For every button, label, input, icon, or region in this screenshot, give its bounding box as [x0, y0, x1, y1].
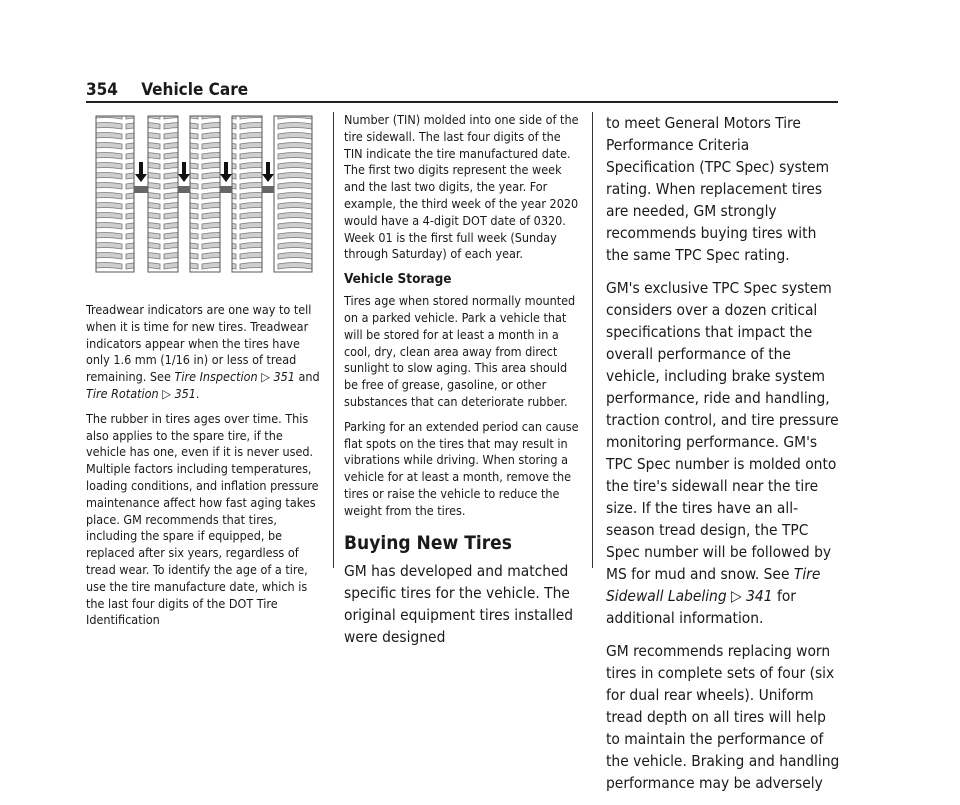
tire-tread-ribs: [96, 116, 312, 272]
cross-reference-page[interactable]: 351: [273, 369, 295, 385]
cross-reference-link[interactable]: Tire Inspection: [174, 369, 258, 385]
cross-reference-link[interactable]: Tire Sidewall Labeling: [606, 565, 821, 605]
page-reference-icon: ▷: [261, 369, 270, 385]
column-3: [606, 112, 842, 805]
paragraph: Tires age when stored normally mounted on a parked vehicle. Park a vehicle that will be stored for at least a month in a cool, dry, clean area away from direct sunlight to slow aging. This area should be free of grease, gasoline, or other substances that can deteriorate rubber.: [344, 293, 576, 409]
paragraph: GM recommends replacing worn tires in complete sets of four (six for dual rear wheels). Uniform tread depth on all tires will help to maintain the performance of the vehicle. Braking and handling performance may be adversely: [606, 642, 840, 792]
paragraph: Treadwear indicators are one way to tell when it is time for new tires. Treadwear indicators appear when the tires have only 1.6 mm (1/16 in) or less of tread remaining. See Tire Inspection ▷ 351 and Tire Rotation ▷ 351.: [86, 302, 320, 401]
column-divider: [592, 112, 593, 568]
section-title: Vehicle Care: [141, 80, 249, 100]
paragraph: to meet General Motors Tire Performance Criteria Specification (TPC Spec) system rating. When replacement tires are needed, GM strongly recommends buying tires with the same TPC Spec rating.: [606, 114, 830, 264]
page-number: 354: [86, 80, 118, 100]
running-header: [86, 80, 248, 100]
paragraph: GM's exclusive TPC Spec system considers over a dozen critical specifications that impact the overall performance of the vehicle, including brake system performance, ride and handling, traction control, and tire pressure monitoring performance. GM's TPC Spec number is molded onto the tire's sidewall near the tire size. If the tires have an all-season tread design, the TPC Spec number will be followed by MS for mud and snow. See Tire Sidewall Labeling ▷ 341 for additional information.: [606, 279, 839, 627]
cross-reference-page[interactable]: 351: [174, 385, 196, 401]
section-heading: Buying New Tires: [344, 531, 512, 554]
subheading: Vehicle Storage: [344, 271, 452, 288]
paragraph: The rubber in tires ages over time. This also applies to the spare tire, if the vehicle has one, even if it is never used. Multiple factors including temperatures, loading conditions, and inflation pressure maintenance affect how fast aging takes place. GM recommends that tires, including the spare if equipped, be replaced after six years, regardless of tread wear. To identify the age of a tire, use the tire manufacture date, which is the last four digits of the DOT Tire Identification: [86, 410, 319, 628]
paragraph: Parking for an extended period can cause flat spots on the tires that may result in vibrations while driving. When storing a vehicle for at least a month, remove the tires or raise the vehicle to reduce the weight from the tires.: [344, 418, 579, 518]
header-rule: [86, 101, 838, 103]
page-reference-icon: ▷: [162, 385, 171, 401]
column-1: [86, 112, 324, 637]
cross-reference-link[interactable]: Tire Rotation: [86, 385, 159, 401]
treadwear-indicator-illustration: [86, 112, 324, 274]
page-reference-icon: ▷: [731, 587, 742, 605]
column-2: [344, 112, 580, 656]
column-divider: [333, 112, 334, 568]
paragraph: Number (TIN) molded into one side of the tire sidewall. The last four digits of the TIN indicate the tire manufactured date. The first two digits represent the week and the last two digits, the year. For example, the third week of the year 2020 would have a 4-digit DOT date of 0320. Week 01 is the first full week (Sunday through Saturday) of each year.: [344, 112, 579, 262]
paragraph: GM has developed and matched specific tires for the vehicle. The original equipment tires installed were designed: [344, 561, 574, 646]
cross-reference-page[interactable]: 341: [746, 587, 773, 605]
